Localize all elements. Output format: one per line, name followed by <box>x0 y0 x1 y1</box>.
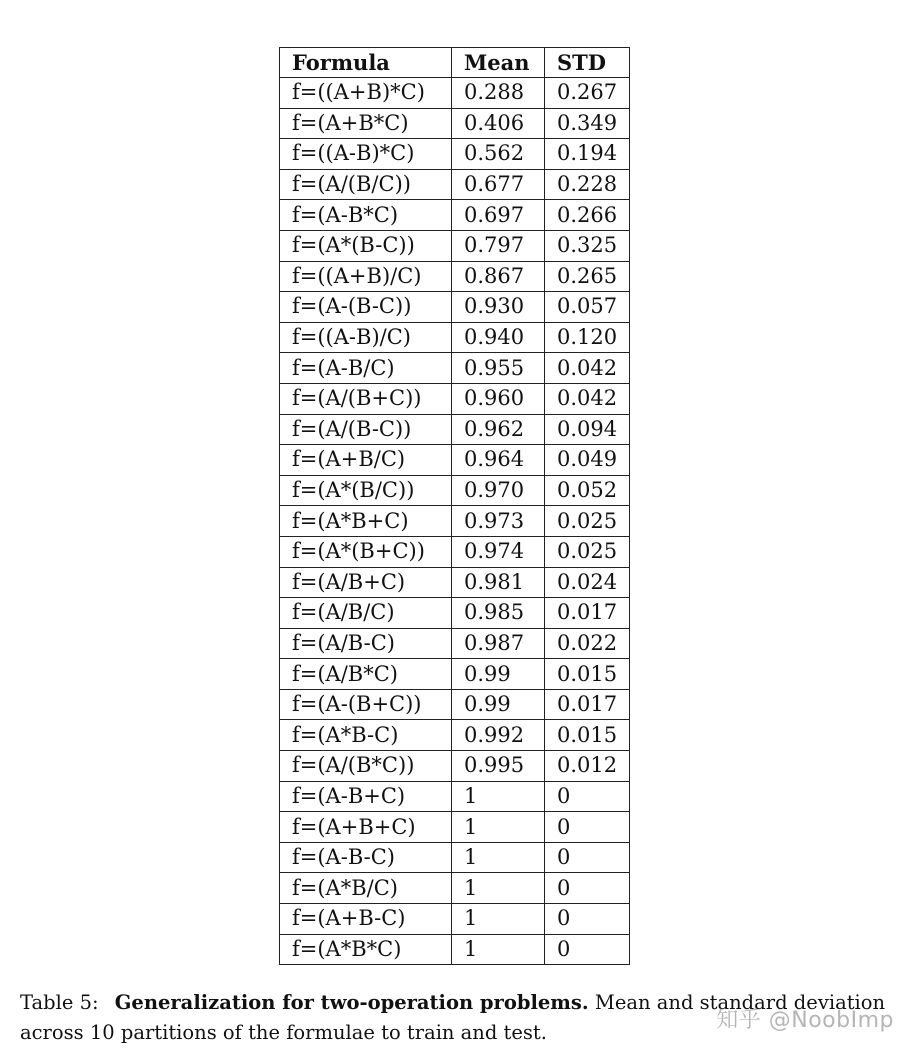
std-cell: 0 <box>545 842 630 873</box>
formula-cell: f=(A/B-C) <box>280 628 452 659</box>
table-row <box>280 934 630 965</box>
std-cell: 0.042 <box>545 383 630 414</box>
std-cell: 0 <box>545 812 630 843</box>
mean-cell: 1 <box>452 842 545 873</box>
formula-cell: f=(A-B-C) <box>280 842 452 873</box>
mean-cell: 0.562 <box>452 139 545 170</box>
watermark: 知乎 @NoobImp <box>716 1008 894 1033</box>
formula-cell: f=(A/(B+C)) <box>280 383 452 414</box>
mean-cell: 0.697 <box>452 200 545 231</box>
table-row <box>280 689 630 720</box>
table-body <box>280 78 630 965</box>
std-cell: 0.057 <box>545 292 630 323</box>
formula-cell: f=(A-(B-C)) <box>280 292 452 323</box>
table-row <box>280 720 630 751</box>
std-cell: 0.052 <box>545 475 630 506</box>
table-header-row <box>280 48 630 78</box>
mean-cell: 1 <box>452 934 545 965</box>
mean-cell: 0.99 <box>452 689 545 720</box>
mean-cell: 1 <box>452 781 545 812</box>
mean-cell: 0.992 <box>452 720 545 751</box>
table-row <box>280 292 630 323</box>
mean-cell: 0.940 <box>452 322 545 353</box>
column-header-formula: Formula <box>280 48 452 78</box>
std-cell: 0.049 <box>545 445 630 476</box>
mean-cell: 0.964 <box>452 445 545 476</box>
formula-cell: f=(A*B+C) <box>280 506 452 537</box>
std-cell: 0.265 <box>545 261 630 292</box>
formula-cell: f=(A/B*C) <box>280 659 452 690</box>
formula-cell: f=(A+B-C) <box>280 904 452 935</box>
table-row <box>280 230 630 261</box>
std-cell: 0.267 <box>545 78 630 109</box>
mean-cell: 0.797 <box>452 230 545 261</box>
mean-cell: 0.867 <box>452 261 545 292</box>
std-cell: 0.012 <box>545 751 630 782</box>
formula-cell: f=(A+B+C) <box>280 812 452 843</box>
table-row <box>280 873 630 904</box>
table-row <box>280 842 630 873</box>
table-row <box>280 628 630 659</box>
formula-cell: f=(A*B-C) <box>280 720 452 751</box>
std-cell: 0 <box>545 781 630 812</box>
table-row <box>280 139 630 170</box>
std-cell: 0.349 <box>545 108 630 139</box>
mean-cell: 0.962 <box>452 414 545 445</box>
formula-cell: f=(A/B/C) <box>280 598 452 629</box>
caption-text: Mean and standard deviation across 10 partitions of the formulae to train and test. <box>20 991 886 1044</box>
formula-cell: f=(A*(B-C)) <box>280 230 452 261</box>
table-row <box>280 383 630 414</box>
table-row <box>280 475 630 506</box>
std-cell: 0.015 <box>545 720 630 751</box>
table-row <box>280 598 630 629</box>
formula-cell: f=(A/(B-C)) <box>280 414 452 445</box>
formula-cell: f=(A*(B/C)) <box>280 475 452 506</box>
std-cell: 0.228 <box>545 169 630 200</box>
table-row <box>280 536 630 567</box>
mean-cell: 1 <box>452 812 545 843</box>
std-cell: 0.024 <box>545 567 630 598</box>
results-table-container <box>279 47 630 965</box>
std-cell: 0.025 <box>545 506 630 537</box>
column-header-std: STD <box>545 48 630 78</box>
table-row <box>280 414 630 445</box>
std-cell: 0.017 <box>545 689 630 720</box>
mean-cell: 0.985 <box>452 598 545 629</box>
formula-cell: f=(A/B+C) <box>280 567 452 598</box>
mean-cell: 1 <box>452 904 545 935</box>
mean-cell: 0.960 <box>452 383 545 414</box>
mean-cell: 1 <box>452 873 545 904</box>
formula-cell: f=((A+B)*C) <box>280 78 452 109</box>
table-row <box>280 78 630 109</box>
formula-cell: f=(A*B/C) <box>280 873 452 904</box>
formula-cell: f=((A-B)/C) <box>280 322 452 353</box>
mean-cell: 0.406 <box>452 108 545 139</box>
std-cell: 0.017 <box>545 598 630 629</box>
std-cell: 0.022 <box>545 628 630 659</box>
mean-cell: 0.955 <box>452 353 545 384</box>
formula-cell: f=(A-B*C) <box>280 200 452 231</box>
table-row <box>280 261 630 292</box>
caption-title: Generalization for two-operation problems. <box>114 991 589 1014</box>
std-cell: 0.266 <box>545 200 630 231</box>
table-row <box>280 904 630 935</box>
formula-cell: f=(A+B*C) <box>280 108 452 139</box>
formula-cell: f=(A/(B*C)) <box>280 751 452 782</box>
mean-cell: 0.974 <box>452 536 545 567</box>
formula-cell: f=(A-B/C) <box>280 353 452 384</box>
mean-cell: 0.930 <box>452 292 545 323</box>
formula-cell: f=((A+B)/C) <box>280 261 452 292</box>
formula-cell: f=(A-B+C) <box>280 781 452 812</box>
std-cell: 0 <box>545 904 630 935</box>
std-cell: 0.042 <box>545 353 630 384</box>
mean-cell: 0.677 <box>452 169 545 200</box>
table-row <box>280 353 630 384</box>
table-row <box>280 108 630 139</box>
std-cell: 0.015 <box>545 659 630 690</box>
std-cell: 0 <box>545 873 630 904</box>
table-row <box>280 781 630 812</box>
column-header-mean: Mean <box>452 48 545 78</box>
table-row <box>280 506 630 537</box>
formula-cell: f=(A*B*C) <box>280 934 452 965</box>
table-row <box>280 169 630 200</box>
table-row <box>280 751 630 782</box>
mean-cell: 0.99 <box>452 659 545 690</box>
mean-cell: 0.995 <box>452 751 545 782</box>
table-row <box>280 445 630 476</box>
std-cell: 0.025 <box>545 536 630 567</box>
mean-cell: 0.288 <box>452 78 545 109</box>
mean-cell: 0.973 <box>452 506 545 537</box>
std-cell: 0.094 <box>545 414 630 445</box>
table-row <box>280 567 630 598</box>
formula-cell: f=(A/(B/C)) <box>280 169 452 200</box>
caption-label: Table 5: <box>20 991 99 1014</box>
formula-cell: f=((A-B)*C) <box>280 139 452 170</box>
results-table <box>279 47 630 965</box>
formula-cell: f=(A+B/C) <box>280 445 452 476</box>
table-row <box>280 200 630 231</box>
table-row <box>280 322 630 353</box>
table-row <box>280 659 630 690</box>
mean-cell: 0.970 <box>452 475 545 506</box>
std-cell: 0 <box>545 934 630 965</box>
table-row <box>280 812 630 843</box>
formula-cell: f=(A-(B+C)) <box>280 689 452 720</box>
formula-cell: f=(A*(B+C)) <box>280 536 452 567</box>
std-cell: 0.325 <box>545 230 630 261</box>
std-cell: 0.120 <box>545 322 630 353</box>
mean-cell: 0.981 <box>452 567 545 598</box>
std-cell: 0.194 <box>545 139 630 170</box>
mean-cell: 0.987 <box>452 628 545 659</box>
